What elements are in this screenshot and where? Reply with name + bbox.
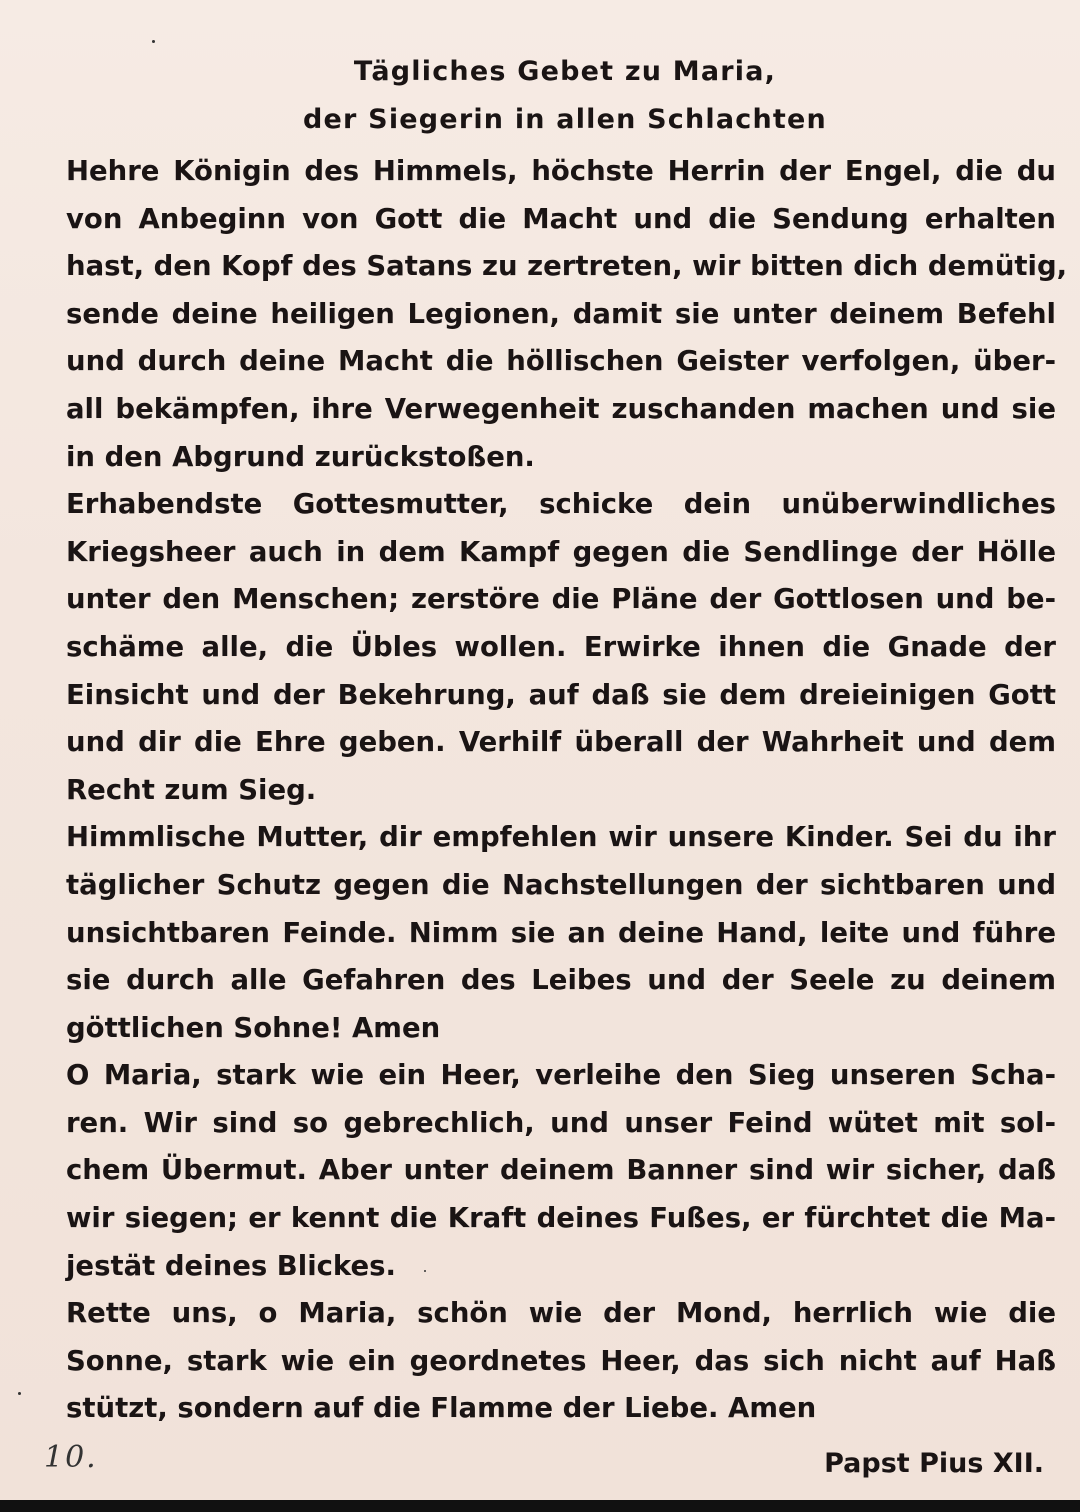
text-line: Einsicht und der Bekehrung, auf daß sie dem dreieinigen Gott: [66, 678, 1056, 711]
text-line: unsichtbaren Feinde. Nimm sie an deine Hand, leite und führe: [66, 916, 1056, 949]
paragraph-1: [66, 148, 1068, 481]
title-line-1: Tägliches Gebet zu Maria,: [353, 56, 777, 87]
paragraph-5: [66, 1290, 1056, 1433]
text-line: hast, den Kopf des Satans zu zertreten, wir bitten dich demütig,: [66, 250, 1068, 283]
text-line: von Anbeginn von Gott die Macht und die Sendung erhalten: [66, 202, 1056, 235]
title-line-2: der Siegerin in allen Schlachten: [303, 104, 827, 135]
text-line: und dir die Ehre geben. Verhilf überall der Wahrheit und dem: [66, 726, 1056, 759]
signature-line: Papst Pius XII.: [824, 1448, 1044, 1479]
text-line: unter den Menschen; zerstöre die Pläne der Gottlosen und be-: [66, 583, 1056, 616]
text-line: jestät deines Blickes.: [66, 1249, 396, 1282]
text-line: täglicher Schutz gegen die Nachstellungen der sichtbaren und: [66, 868, 1056, 901]
text-line: chem Übermut. Aber unter deinem Banner sind wir sicher, daß: [66, 1154, 1056, 1187]
text-line: sende deine heiligen Legionen, damit sie unter deinem Befehl: [66, 297, 1056, 330]
text-line: wir siegen; er kennt die Kraft deines Fußes, er fürchtet die Ma-: [66, 1202, 1056, 1235]
text-line: in den Abgrund zurückstoßen.: [66, 440, 535, 473]
text-line: Rette uns, o Maria, schön wie der Mond, herrlich wie die: [66, 1297, 1056, 1330]
prayer-body: [66, 148, 1068, 1433]
text-line: Erhabendste Gottesmutter, schicke dein unüberwindliches: [66, 488, 1056, 521]
text-line: Hehre Königin des Himmels, höchste Herrin der Engel, die du: [66, 155, 1056, 187]
print-speck: [152, 40, 155, 43]
text-line: göttlichen Sohne! Amen: [66, 1011, 441, 1044]
print-speck: [424, 1270, 426, 1272]
text-line: stützt, sondern auf die Flamme der Liebe. Amen: [66, 1392, 817, 1425]
text-line: Kriegsheer auch in dem Kampf gegen die Sendlinge der Hölle: [66, 535, 1056, 568]
text-line: ren. Wir sind so gebrechlich, und unser Feind wütet mit sol-: [66, 1106, 1056, 1139]
paragraph-4: [66, 1052, 1056, 1290]
paragraph-2: [66, 481, 1056, 814]
print-speck: [18, 1392, 21, 1395]
text-line: sie durch alle Gefahren des Leibes und der Seele zu deinem: [66, 964, 1056, 997]
text-line: schäme alle, die Übles wollen. Erwirke ihnen die Gnade der: [66, 630, 1056, 663]
text-line: O Maria, stark wie ein Heer, verleihe den Sieg unseren Scha-: [66, 1059, 1056, 1092]
handwritten-page-number: 10.: [44, 1440, 98, 1475]
text-line: Sonne, stark wie ein geordnetes Heer, das sich nicht auf Haß: [66, 1344, 1056, 1377]
text-line: und durch deine Macht die höllischen Geister verfolgen, über-: [66, 345, 1056, 378]
text-line: all bekämpfen, ihre Verwegenheit zuschanden machen und sie: [66, 392, 1056, 425]
text-line: Himmlische Mutter, dir empfehlen wir unsere Kinder. Sei du ihr: [66, 821, 1056, 854]
paragraph-3: [66, 814, 1056, 1052]
text-line: Recht zum Sieg.: [66, 773, 317, 806]
page-bottom-edge: [0, 1500, 1080, 1512]
